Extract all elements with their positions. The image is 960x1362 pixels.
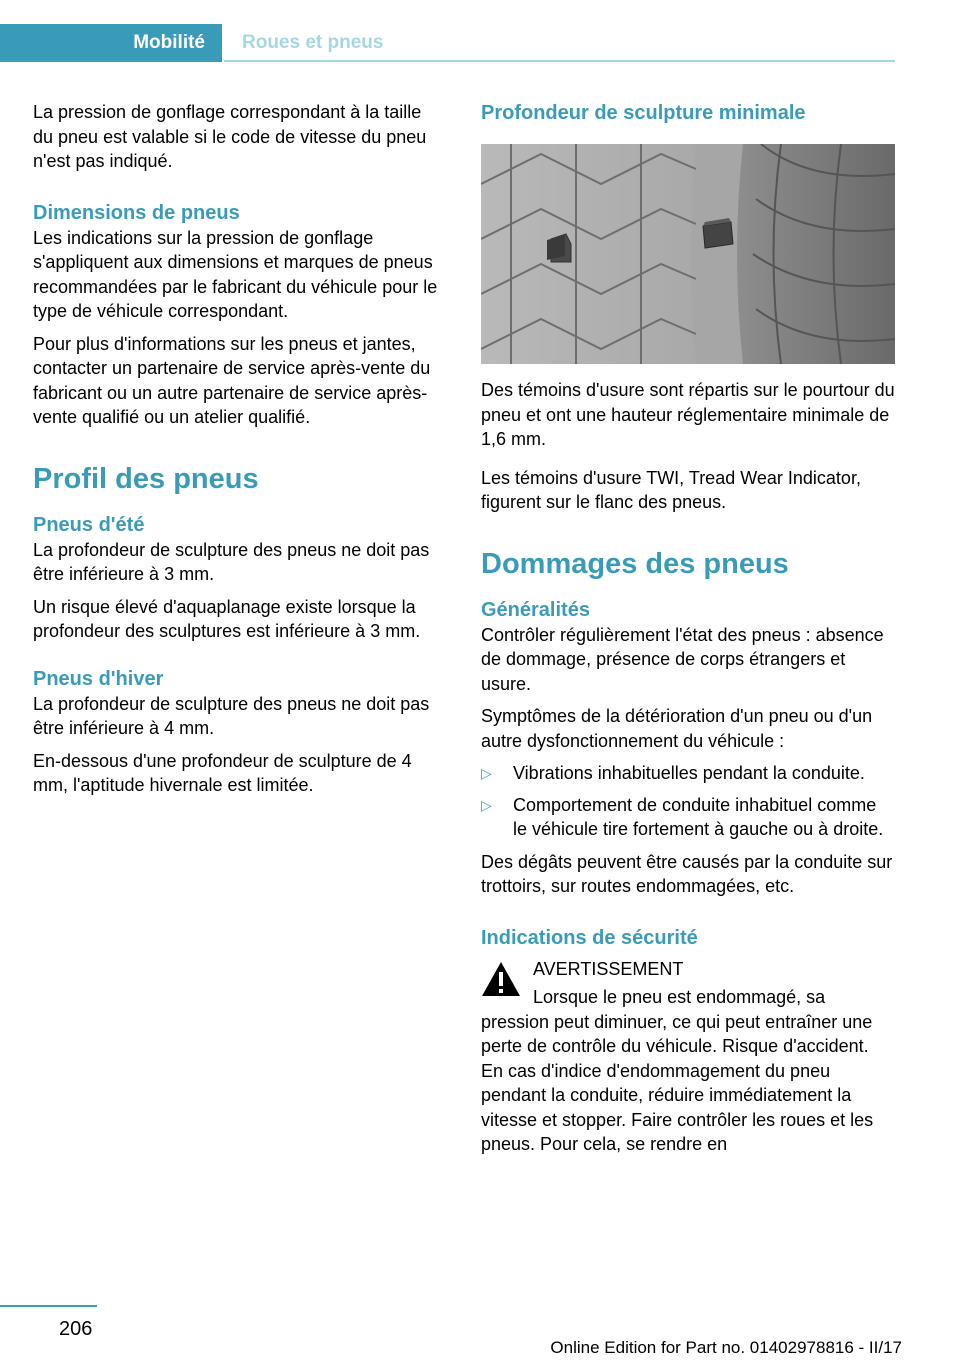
warning-line-1: Lorsque le pneu est endommagé, sa: [533, 987, 826, 1007]
page-number: 206: [59, 1318, 93, 1340]
list-item: [481, 761, 895, 786]
heading-generalites: Généralités: [481, 598, 590, 621]
warning-text: pression peut diminuer, ce qui peut entraîner une perte de contrôle du véhicule. Risque d'accident. En cas d'indice d'endommagement du pneu pendant la conduite, réduire immédiatement la vitesse et stopper. Faire contrôler les roues et les pneus. Pour cela, se rendre en: [481, 1011, 874, 1154]
list-item-text: Comportement de conduite inhabituel comme le véhicule tire fortement à gauche ou à droite.: [513, 794, 884, 839]
footer-rule: [0, 1305, 97, 1307]
list-item-text: Vibrations inhabituelles pendant la conduite.: [513, 763, 865, 783]
heading-hiver: Pneus d'hiver: [33, 667, 164, 690]
heading-securite: Indications de sécurité: [481, 926, 698, 949]
triangle-bullet-icon: ▷: [481, 765, 492, 781]
heading-profil: Profil des pneus: [33, 462, 259, 495]
section-tab: [0, 24, 222, 62]
left-column: [33, 100, 446, 806]
heading-profondeur: Profondeur de sculpture minimale: [481, 102, 806, 124]
dimensions-paragraph-1: Les indications sur la pression de gonflage s'appliquent aux dimensions et marques de pneus recommandées par le fabricant du véhicule pour le type de véhicule correspondant.: [33, 227, 438, 321]
hiver-paragraph-2: En-dessous d'une profondeur de sculpture de 4 mm, l'aptitude hivernale est limitée.: [33, 750, 412, 795]
warning-block: [481, 957, 895, 1157]
chapter-tab: [224, 24, 895, 62]
symptoms-list: [481, 761, 895, 842]
hiver-paragraph-1: La profondeur de sculpture des pneus ne doit pas être inférieure à 4 mm.: [33, 693, 430, 738]
edition-note: Online Edition for Part no. 01402978816 - II/17: [550, 1338, 902, 1357]
warning-triangle-icon: [481, 961, 521, 997]
right-column: [481, 100, 895, 1165]
section-title: Mobilité: [133, 32, 205, 53]
generalites-paragraph-3: Des dégâts peuvent être causés par la conduite sur trottoirs, sur routes endommagées, etc.: [481, 851, 893, 896]
ete-paragraph-1: La profondeur de sculpture des pneus ne doit pas être inférieure à 3 mm.: [33, 539, 430, 584]
intro-paragraph: La pression de gonflage correspondant à la taille du pneu est valable si le code de vitesse du pneu n'est pas indiqué.: [33, 102, 427, 171]
twi-paragraph-1: Des témoins d'usure sont répartis sur le pourtour du pneu et ont une hauteur réglementaire minimale de 1,6 mm.: [481, 380, 895, 449]
list-item: [481, 793, 895, 842]
generalites-paragraph-2: Symptômes de la détérioration d'un pneu ou d'un autre dysfonctionnement du véhicule :: [481, 706, 873, 751]
twi-paragraph-2: Les témoins d'usure TWI, Tread Wear Indicator, figurent sur le flanc des pneus.: [481, 467, 861, 512]
generalites-paragraph-1: Contrôler régulièrement l'état des pneus : absence de dommage, présence de corps étrangers et usure.: [481, 624, 884, 694]
heading-ete: Pneus d'été: [33, 513, 145, 536]
header-rule: [224, 60, 895, 62]
triangle-bullet-icon: ▷: [481, 796, 492, 813]
warning-title: AVERTISSEMENT: [533, 958, 684, 979]
ete-paragraph-2: Un risque élevé d'aquaplanage existe lorsque la profondeur des sculptures est inférieure à 3 mm.: [33, 596, 421, 641]
heading-dimensions: Dimensions de pneus: [33, 201, 240, 224]
tread-wear-indicator-illustration: [481, 144, 895, 364]
chapter-title: Roues et pneus: [242, 32, 384, 53]
heading-dommages: Dommages des pneus: [481, 547, 789, 580]
page-header: [0, 24, 895, 62]
dimensions-paragraph-2: Pour plus d'informations sur les pneus et jantes, contacter un partenaire de service après-vente du fabricant ou un autre partenaire de service après-vente qualifié ou un atelier qualifié.: [33, 333, 431, 427]
